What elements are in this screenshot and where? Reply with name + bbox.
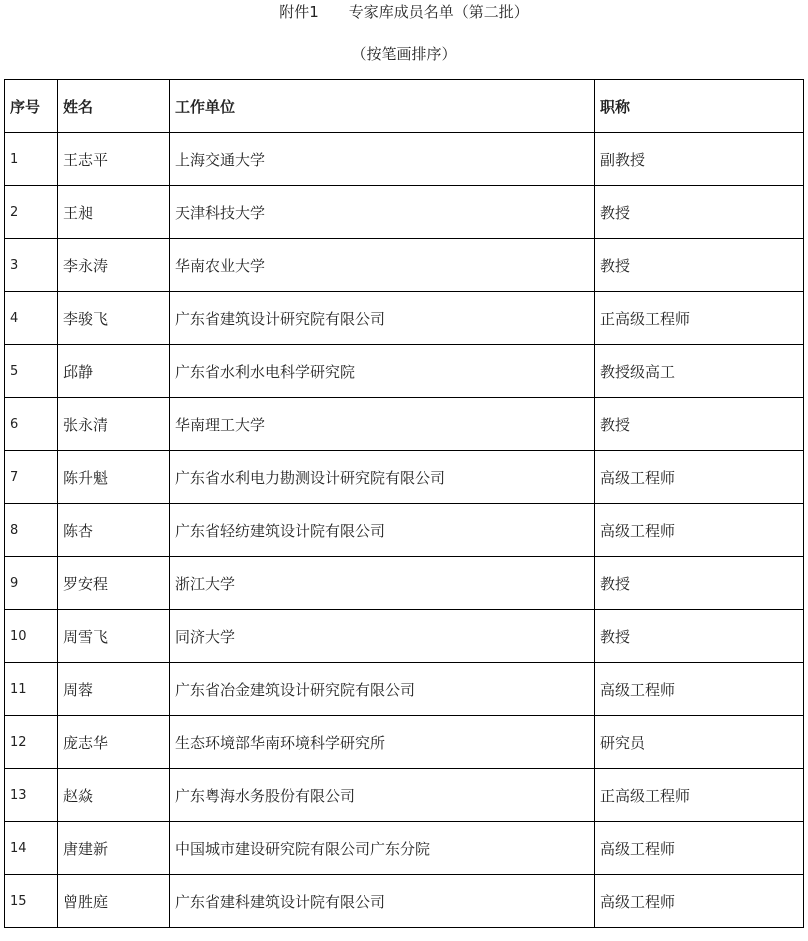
cell-seq: 6 <box>5 398 58 451</box>
table-row <box>5 716 804 769</box>
cell-title: 正高级工程师 <box>595 769 804 822</box>
table-row <box>5 133 804 186</box>
table-row <box>5 292 804 345</box>
cell-seq: 9 <box>5 557 58 610</box>
document-title: 附件1 专家库成员名单（第二批） <box>279 3 529 21</box>
cell-org: 同济大学 <box>170 610 595 663</box>
table-header <box>5 80 804 133</box>
cell-org: 广东省建筑设计研究院有限公司 <box>170 292 595 345</box>
cell-title: 高级工程师 <box>595 504 804 557</box>
cell-title: 副教授 <box>595 133 804 186</box>
cell-org: 广东省水利电力勘测设计研究院有限公司 <box>170 451 595 504</box>
header-title: 职称 <box>595 80 804 133</box>
cell-seq: 10 <box>5 610 58 663</box>
cell-name: 王昶 <box>58 186 170 239</box>
cell-seq: 12 <box>5 716 58 769</box>
cell-title: 高级工程师 <box>595 822 804 875</box>
cell-title: 高级工程师 <box>595 875 804 928</box>
cell-org: 广东粤海水务股份有限公司 <box>170 769 595 822</box>
cell-name: 陈杏 <box>58 504 170 557</box>
cell-name: 周雪飞 <box>58 610 170 663</box>
expert-roster-table <box>4 79 804 928</box>
cell-name: 周蓉 <box>58 663 170 716</box>
cell-name: 邱静 <box>58 345 170 398</box>
cell-title: 高级工程师 <box>595 663 804 716</box>
table-row <box>5 239 804 292</box>
cell-seq: 1 <box>5 133 58 186</box>
cell-title: 高级工程师 <box>595 451 804 504</box>
cell-org: 生态环境部华南环境科学研究所 <box>170 716 595 769</box>
cell-name: 陈升魁 <box>58 451 170 504</box>
cell-seq: 7 <box>5 451 58 504</box>
cell-seq: 15 <box>5 875 58 928</box>
cell-seq: 4 <box>5 292 58 345</box>
cell-org: 华南农业大学 <box>170 239 595 292</box>
cell-title: 教授级高工 <box>595 345 804 398</box>
table-row <box>5 610 804 663</box>
cell-name: 李永涛 <box>58 239 170 292</box>
table-row <box>5 504 804 557</box>
cell-org: 华南理工大学 <box>170 398 595 451</box>
cell-seq: 13 <box>5 769 58 822</box>
cell-seq: 5 <box>5 345 58 398</box>
header-org: 工作单位 <box>170 80 595 133</box>
cell-title: 教授 <box>595 557 804 610</box>
table-row <box>5 769 804 822</box>
cell-org: 中国城市建设研究院有限公司广东分院 <box>170 822 595 875</box>
table-row <box>5 186 804 239</box>
header-seq: 序号 <box>5 80 58 133</box>
cell-seq: 8 <box>5 504 58 557</box>
cell-seq: 2 <box>5 186 58 239</box>
cell-name: 赵焱 <box>58 769 170 822</box>
cell-name: 曾胜庭 <box>58 875 170 928</box>
table-row <box>5 398 804 451</box>
cell-seq: 3 <box>5 239 58 292</box>
cell-name: 张永清 <box>58 398 170 451</box>
cell-name: 唐建新 <box>58 822 170 875</box>
cell-name: 庞志华 <box>58 716 170 769</box>
table-body <box>5 133 804 928</box>
cell-org: 广东省冶金建筑设计研究院有限公司 <box>170 663 595 716</box>
cell-title: 教授 <box>595 186 804 239</box>
cell-title: 教授 <box>595 398 804 451</box>
table-row <box>5 663 804 716</box>
cell-org: 广东省建科建筑设计院有限公司 <box>170 875 595 928</box>
cell-name: 王志平 <box>58 133 170 186</box>
document-subtitle: （按笔画排序） <box>351 45 457 63</box>
cell-title: 教授 <box>595 239 804 292</box>
cell-org: 广东省轻纺建筑设计院有限公司 <box>170 504 595 557</box>
table-row <box>5 345 804 398</box>
header-row <box>5 80 804 133</box>
cell-title: 研究员 <box>595 716 804 769</box>
header-name: 姓名 <box>58 80 170 133</box>
cell-title: 正高级工程师 <box>595 292 804 345</box>
table-row <box>5 451 804 504</box>
table-row <box>5 875 804 928</box>
cell-org: 广东省水利水电科学研究院 <box>170 345 595 398</box>
cell-name: 李骏飞 <box>58 292 170 345</box>
cell-org: 上海交通大学 <box>170 133 595 186</box>
cell-seq: 14 <box>5 822 58 875</box>
cell-seq: 11 <box>5 663 58 716</box>
cell-org: 浙江大学 <box>170 557 595 610</box>
table-row <box>5 822 804 875</box>
table-row <box>5 557 804 610</box>
cell-name: 罗安程 <box>58 557 170 610</box>
cell-org: 天津科技大学 <box>170 186 595 239</box>
cell-title: 教授 <box>595 610 804 663</box>
